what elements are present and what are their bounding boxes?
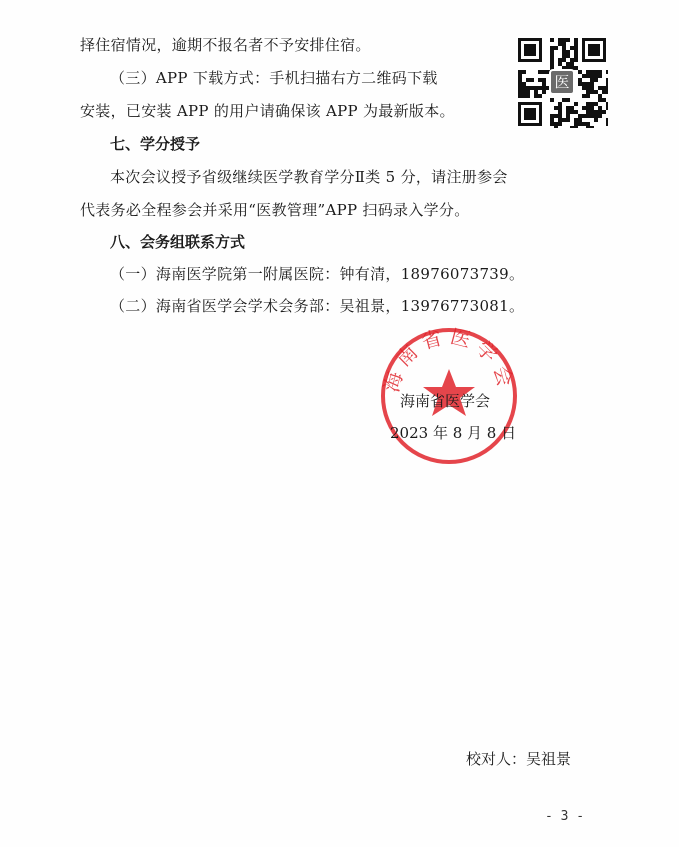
qr-code-image — [516, 36, 608, 128]
qr-center-label: 医 — [554, 73, 570, 91]
qr-code — [516, 36, 608, 128]
contact-line: （二）海南省医学会学术会务部：吴祖景，13976773081。 — [110, 297, 525, 315]
signature-organization: 海南省医学会 — [400, 392, 491, 410]
paragraph-line: 代表务必全程参会并采用“医教管理”APP 扫码录入学分。 — [80, 201, 470, 219]
page-number: - 3 - — [545, 809, 585, 824]
paragraph-line: 本次会议授予省级继续医学教育学分Ⅱ类 5 分，请注册参会 — [110, 168, 508, 186]
contact-line: （一）海南医学院第一附属医院：钟有清，18976073739。 — [110, 265, 525, 283]
paragraph-line: （三）APP 下载方式：手机扫描右方二维码下载 — [110, 69, 438, 87]
seal-text: 海南省医学会 — [379, 325, 519, 395]
section-heading-7: 七、学分授予 — [110, 135, 201, 153]
signature-date: 2023 年 8 月 8 日 — [390, 424, 517, 442]
paragraph-line: 安装，已安装 APP 的用户请确保该 APP 为最新版本。 — [80, 102, 455, 120]
paragraph-line: 择住宿情况，逾期不报名者不予安排住宿。 — [80, 36, 371, 54]
proofreader: 校对人：吴祖景 — [466, 750, 572, 768]
section-heading-8: 八、会务组联系方式 — [110, 233, 246, 251]
